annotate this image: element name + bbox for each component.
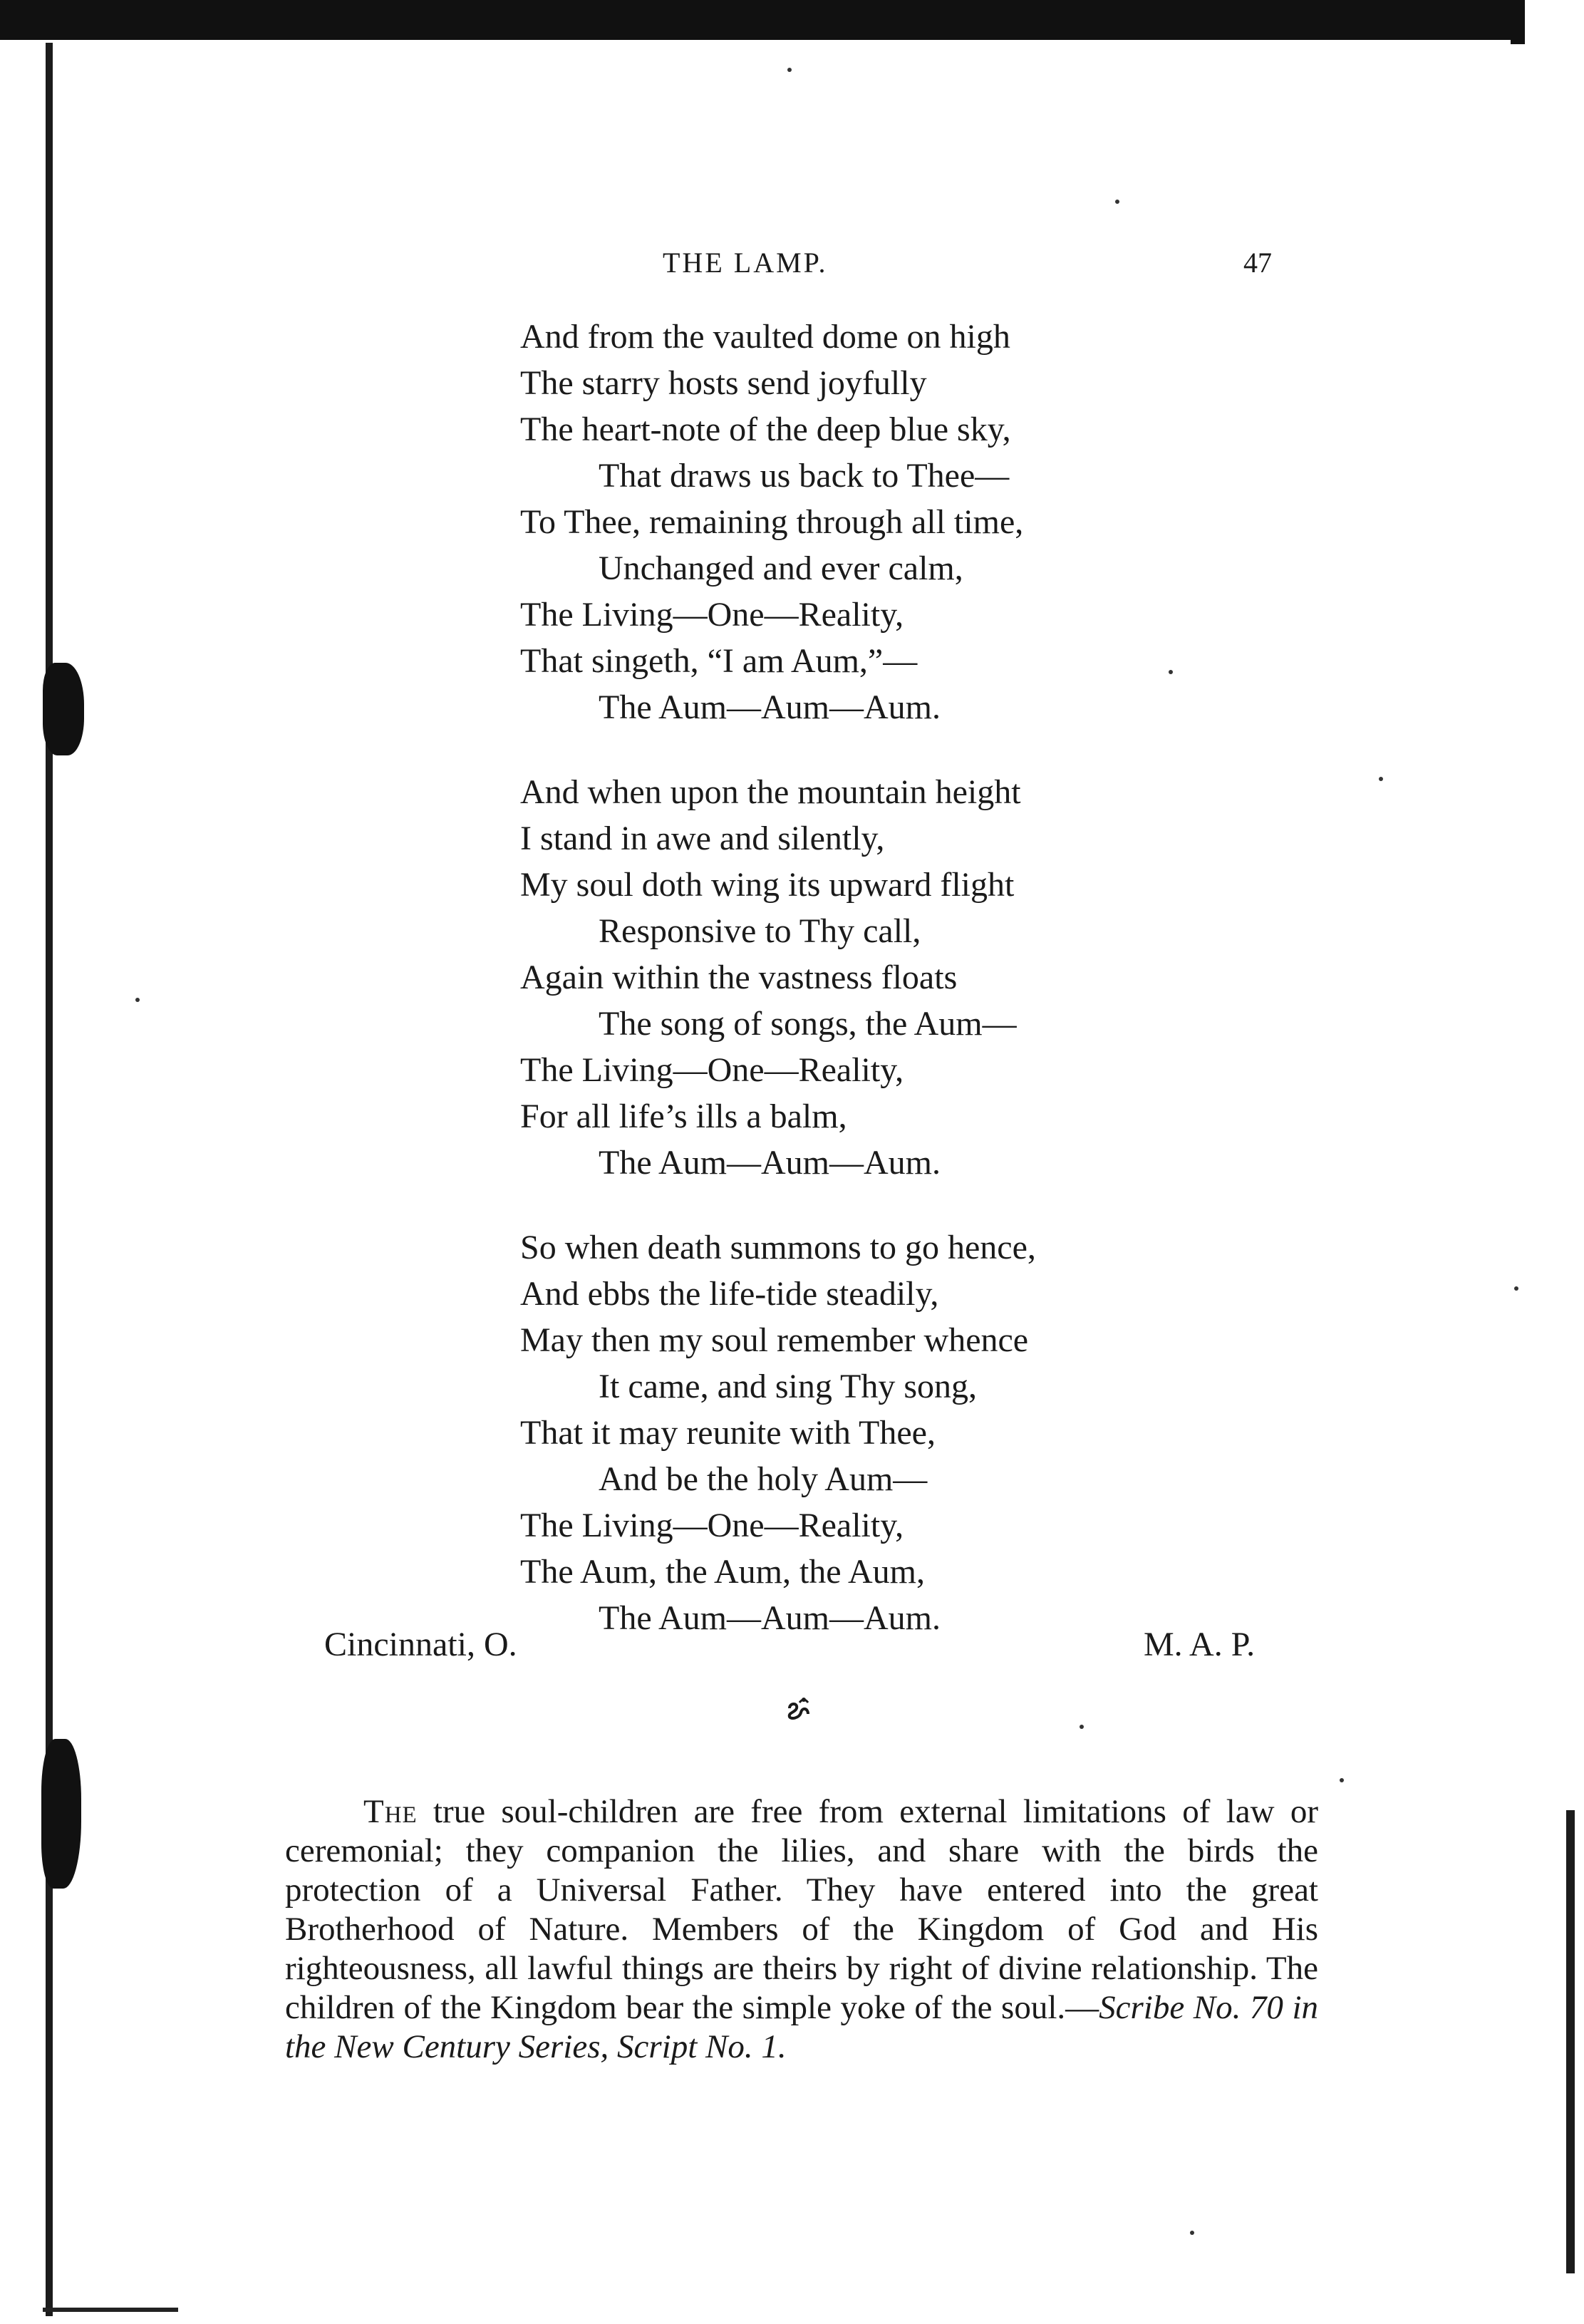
poem-line: The Aum, the Aum, the Aum, xyxy=(520,1553,925,1591)
scan-speck xyxy=(1080,1725,1084,1729)
poem-line: The starry hosts send joyfully xyxy=(520,364,927,402)
scan-blot xyxy=(43,663,84,755)
poem-line: It came, and sing Thy song, xyxy=(599,1368,978,1405)
poem-line: To Thee, remaining through all time, xyxy=(520,503,1024,541)
poem-line: Responsive to Thy call, xyxy=(599,912,921,950)
scan-edge-right xyxy=(1566,1810,1575,2273)
poem-line: And from the vaulted dome on high xyxy=(520,318,1010,356)
stanza-3 xyxy=(520,1224,1233,1641)
poem-line: That draws us back to Thee— xyxy=(599,457,1010,495)
poem-line: And be the holy Aum— xyxy=(599,1460,928,1498)
scan-edge-top xyxy=(0,0,1521,40)
scan-edge-top-end xyxy=(1511,0,1525,44)
stanza-2 xyxy=(520,769,1233,1186)
scan-speck xyxy=(787,68,792,72)
prose-paragraph xyxy=(285,1792,1318,2067)
prose-citation: Scribe No. 70 in the New Century Series, Script No. 1. xyxy=(285,1989,1318,2065)
poem-line: That it may reunite with Thee, xyxy=(520,1414,936,1452)
poem-line: The Living—One—Reality, xyxy=(520,1507,904,1544)
scan-speck xyxy=(1340,1778,1344,1782)
poem-line: The Aum—Aum—Aum. xyxy=(599,1599,941,1637)
poem-line: I stand in awe and silently, xyxy=(520,820,885,857)
poem-line: Unchanged and ever calm, xyxy=(599,549,963,587)
poem-line: The Living—One—Reality, xyxy=(520,1051,904,1089)
scan-edge-bottom xyxy=(43,2308,178,2312)
page-number: 47 xyxy=(1243,247,1272,279)
poem-line: Again within the vastness floats xyxy=(520,959,958,996)
running-title: THE LAMP. xyxy=(663,247,828,279)
scan-edge-left xyxy=(46,43,53,2316)
signature-place: Cincinnati, O. xyxy=(324,1626,517,1663)
poem-line: The song of songs, the Aum— xyxy=(599,1005,1017,1043)
prose-lead-word: The xyxy=(363,1793,418,1830)
scan-speck xyxy=(1379,777,1383,781)
poem-line: For all life’s ills a balm, xyxy=(520,1098,847,1135)
poem-line: The Aum—Aum—Aum. xyxy=(599,1144,941,1182)
scan-blot xyxy=(41,1739,81,1889)
om-symbol-icon xyxy=(784,1693,812,1721)
scan-speck xyxy=(1115,200,1119,204)
signature-initials: M. A. P. xyxy=(1144,1626,1256,1663)
poem-line: And ebbs the life-tide steadily, xyxy=(520,1275,939,1313)
scan-speck xyxy=(1190,2231,1194,2235)
scan-speck xyxy=(135,998,140,1002)
prose-body: true soul-children are free from external limitations of law or ceremonial; they companion the lilies, and share with the birds the protection of a Universal Father. They have entered into the great Brotherhood of Nature. Members of the Kingdom of God and His righteousness, all lawful things are theirs by right of divine relationship. The children of the Kingdom bear the simple yoke of the soul.— xyxy=(285,1793,1318,2026)
scan-speck xyxy=(1514,1286,1518,1291)
poem-line: That singeth, “I am Aum,”— xyxy=(520,642,918,680)
poem-line: My soul doth wing its upward flight xyxy=(520,866,1015,904)
poem-line: And when upon the mountain height xyxy=(520,773,1021,811)
poem-line: So when death summons to go hence, xyxy=(520,1229,1036,1266)
poem xyxy=(520,314,1233,1680)
poem-line: May then my soul remember whence xyxy=(520,1321,1029,1359)
poem-line: The Living—One—Reality, xyxy=(520,596,904,634)
poem-line: The heart-note of the deep blue sky, xyxy=(520,410,1011,448)
stanza-1 xyxy=(520,314,1233,730)
poem-line: The Aum—Aum—Aum. xyxy=(599,688,941,726)
